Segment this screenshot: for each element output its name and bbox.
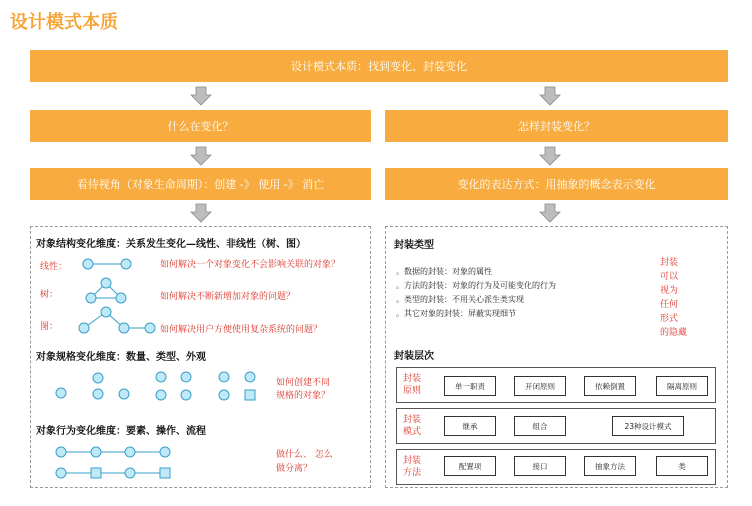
node bbox=[86, 293, 96, 303]
node bbox=[56, 447, 66, 457]
behavior-question-2: 做分离？ bbox=[276, 464, 313, 474]
level-label bbox=[400, 455, 424, 479]
node bbox=[181, 390, 191, 400]
tree-label: 树： bbox=[40, 290, 59, 300]
struct-heading: 对象结构变化维度：关系发生变化—线性、非线性（树、图） bbox=[36, 239, 306, 250]
node-square bbox=[160, 468, 170, 478]
node bbox=[79, 323, 89, 333]
node bbox=[125, 468, 135, 478]
node bbox=[219, 372, 229, 382]
note-line: 形式 bbox=[660, 314, 679, 324]
node bbox=[145, 323, 155, 333]
level-label-line: 模式 bbox=[402, 427, 421, 437]
node bbox=[119, 389, 129, 399]
type-item: 。类型的封装：不用关心派生类实现 bbox=[396, 295, 524, 304]
type-item: 。方法的封装：对象的行为及可能变化的行为 bbox=[396, 281, 556, 290]
behavior-question-1: 做什么、 怎么 bbox=[276, 450, 333, 460]
note-line: 可以 bbox=[660, 272, 679, 282]
level-cell: 接口 bbox=[514, 456, 566, 476]
note-line: 的隐藏 bbox=[660, 328, 688, 338]
node bbox=[101, 307, 111, 317]
node bbox=[156, 390, 166, 400]
node bbox=[181, 372, 191, 382]
types-heading: 封装类型 bbox=[394, 240, 434, 251]
scale-question-2: 规格的对象？ bbox=[276, 391, 331, 401]
scale-heading: 对象规格变化维度：数量、类型、外观 bbox=[36, 352, 206, 363]
level-cell: 抽象方法 bbox=[584, 456, 636, 476]
node bbox=[56, 468, 66, 478]
node bbox=[156, 372, 166, 382]
node bbox=[125, 447, 135, 457]
levels-heading: 封装层次 bbox=[394, 351, 434, 362]
level-cell: 开闭原则 bbox=[514, 376, 566, 396]
type-item: 。其它对象的封装：屏蔽实现细节 bbox=[396, 309, 516, 318]
node bbox=[56, 388, 66, 398]
right-question-bar: 怎样封装变化？ bbox=[385, 110, 728, 142]
node bbox=[91, 447, 101, 457]
right-view-bar: 变化的表达方式：用抽象的概念表示变化 bbox=[385, 168, 728, 200]
level-label-line: 封装 bbox=[402, 374, 421, 384]
graph-question: 如何解决用户方便使用复杂系统的问题？ bbox=[160, 325, 323, 335]
page-title: 设计模式本质 bbox=[10, 12, 118, 33]
note-line: 任何 bbox=[660, 300, 679, 310]
note-line: 封装 bbox=[660, 258, 679, 268]
left-view-bar: 看待视角（对象生命周期）：创建 -》 使用 -》 消亡 bbox=[30, 168, 371, 200]
tree-question: 如何解决不断新增加对象的问题？ bbox=[160, 292, 296, 302]
node bbox=[245, 372, 255, 382]
level-cell: 组合 bbox=[514, 416, 566, 436]
behavior-heading: 对象行为变化维度：要素、操作、流程 bbox=[36, 426, 206, 437]
level-label-line: 方法 bbox=[402, 468, 421, 478]
level-label-line: 封装 bbox=[402, 415, 421, 425]
level-cell: 单一职责 bbox=[444, 376, 496, 396]
level-cell: 类 bbox=[656, 456, 708, 476]
node-square bbox=[91, 468, 101, 478]
level-cell: 23种设计模式 bbox=[612, 416, 684, 436]
level-cell: 隔离原则 bbox=[656, 376, 708, 396]
level-label bbox=[400, 373, 424, 397]
level-label bbox=[400, 414, 424, 438]
level-cell: 继承 bbox=[444, 416, 496, 436]
type-item: 。数据的封装：对象的属性 bbox=[396, 267, 492, 276]
node bbox=[119, 323, 129, 333]
linear-question: 如何解决一个对象变化不会影响关联的对象？ bbox=[160, 260, 341, 270]
scale-question-1: 如何创建不同 bbox=[276, 378, 331, 388]
top-bar: 设计模式本质：找到变化、封装变化 bbox=[30, 50, 728, 82]
node-square bbox=[245, 390, 255, 400]
level-label-line: 封装 bbox=[402, 456, 421, 466]
level-cell: 依赖倒置 bbox=[584, 376, 636, 396]
graph-label: 图： bbox=[40, 322, 59, 332]
node bbox=[121, 259, 131, 269]
node bbox=[93, 389, 103, 399]
node bbox=[116, 293, 126, 303]
node bbox=[93, 373, 103, 383]
level-cell: 配置项 bbox=[444, 456, 496, 476]
node bbox=[219, 390, 229, 400]
node bbox=[101, 278, 111, 288]
note-line: 视为 bbox=[660, 286, 679, 296]
linear-label: 线性： bbox=[40, 262, 68, 272]
node bbox=[160, 447, 170, 457]
node bbox=[83, 259, 93, 269]
left-question-bar: 什么在变化？ bbox=[30, 110, 371, 142]
level-label-line: 原则 bbox=[402, 386, 421, 396]
